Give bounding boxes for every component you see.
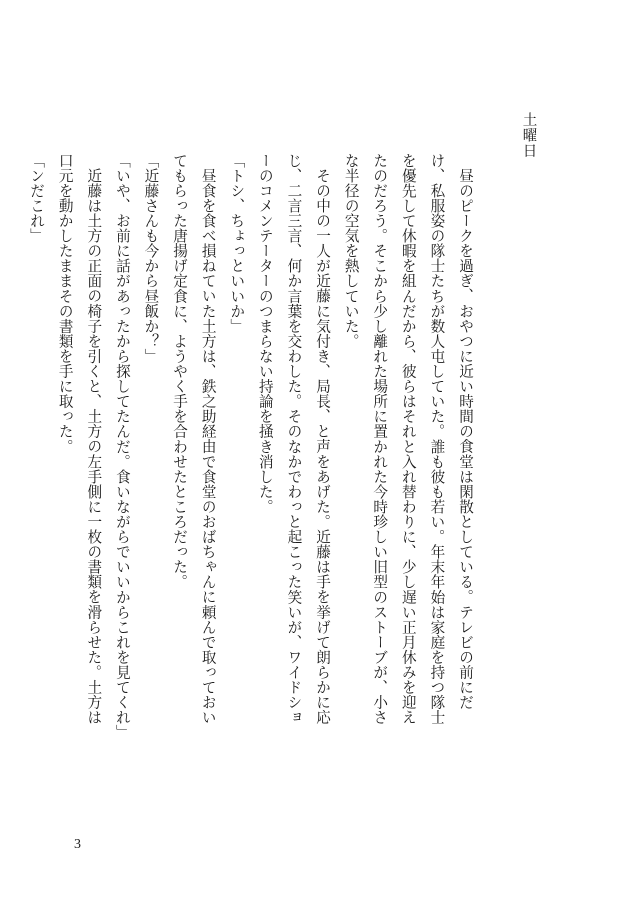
paragraph: 昼食を食べ損ねていた土方は、鉄之助経由で食堂のおばちゃんに頼んで取っておいてもらった唐揚げ定食に、ようやく手を合わせたところだった。 bbox=[171, 153, 217, 725]
chapter-title: 土曜日 bbox=[520, 112, 537, 159]
dialogue-line: 「近藤さんも今から昼飯か？」 bbox=[142, 153, 160, 364]
body-text bbox=[28, 153, 479, 740]
paragraph: その中の一人が近藤に気付き、局長、と声をあげた。近藤は手を挙げて朗らかに応じ、二言三言、何か言葉を交わした。そのなかでわっと起こった笑いが、ワイドショーのコメンテーターのつまらない持論を掻き消した。 bbox=[256, 153, 332, 725]
dialogue-line: 「いや、お前に話があったから探してたんだ。食いながらでいいからこれを見てくれ」 bbox=[113, 153, 131, 740]
dialogue-line: 「トシ、ちょっといいか」 bbox=[228, 153, 246, 334]
paragraph: 昼のピークを過ぎ、おやつに近い時間の食堂は閑散としている。テレビの前にだけ、私服姿の隊士たちが数人屯していた。誰も彼も若い。年末年始は家庭を持つ隊士を優先して休暇を組んだから、彼らはそれと入れ替わりに、少し遅い正月休みを迎えたのだろう。そこから少し離れた場所に置かれた今時珍しい旧型のストーブが、小さな半径の空気を熱していた。 bbox=[342, 153, 474, 725]
paragraph: 近藤は土方の正面の椅子を引くと、土方の左手側に一枚の書類を滑らせた。土方は口元を動かしたままその書類を手に取った。 bbox=[56, 153, 103, 725]
page-number: 3 bbox=[74, 837, 81, 852]
dialogue-line: 「ンだこれ」 bbox=[28, 153, 46, 244]
